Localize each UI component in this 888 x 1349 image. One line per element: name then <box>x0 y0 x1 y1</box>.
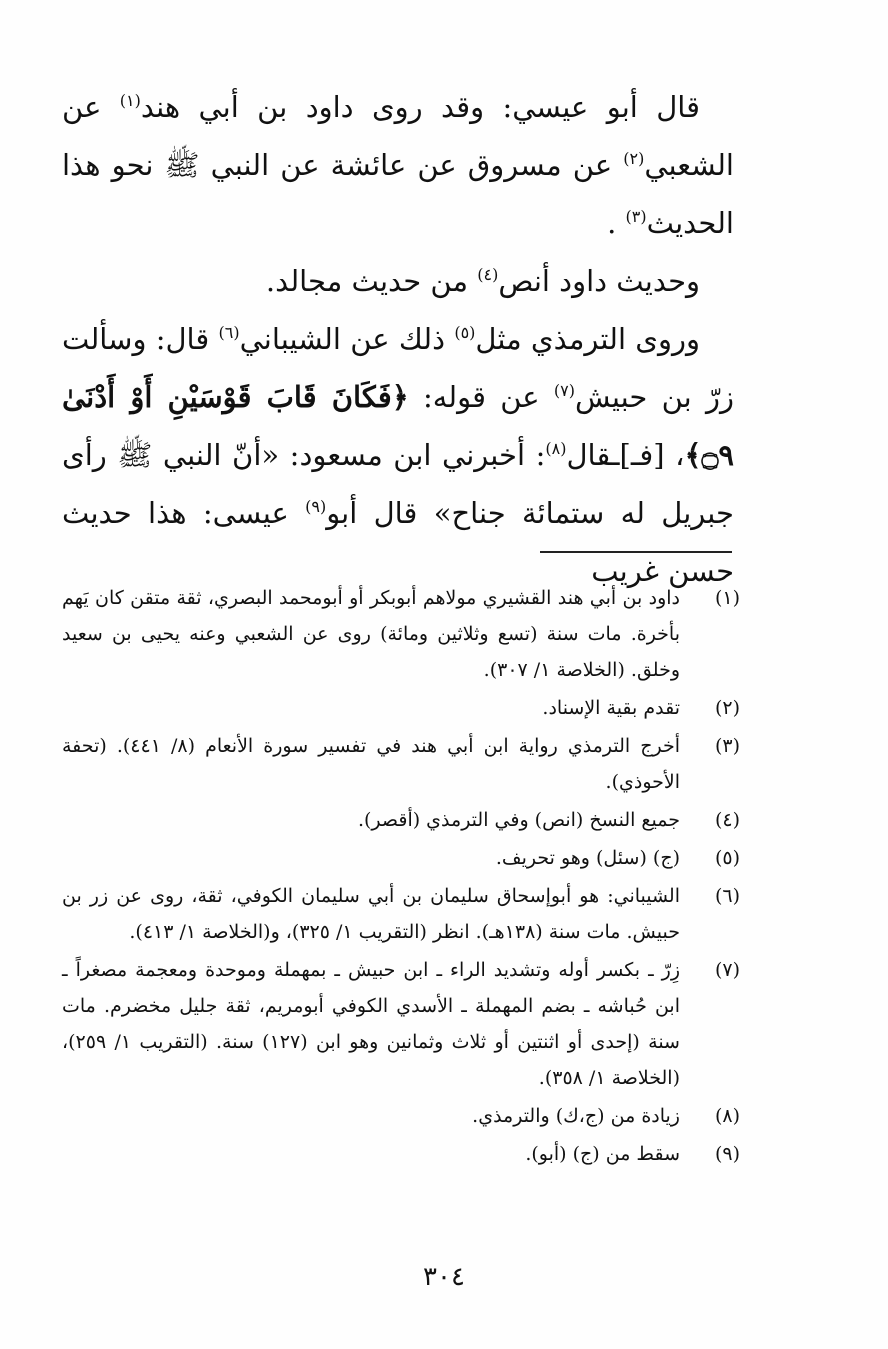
footnote-ref-7[interactable]: (٧) <box>553 381 575 400</box>
text-run: قال أبو عيسي: وقد روى داود بن أبي هند <box>140 90 700 124</box>
footnote-ref-4[interactable]: (٤) <box>477 265 499 284</box>
footnote-number: (٩) <box>714 1143 740 1165</box>
footnote-1 <box>62 580 740 688</box>
footnote-3 <box>62 728 740 800</box>
footnote-number: (٦) <box>714 885 740 907</box>
text-run: عن قوله: <box>408 380 554 414</box>
footnote-ref-9[interactable]: (٩) <box>305 497 327 516</box>
footnote-text: الشيباني: هو أبوإسحاق سليمان بن أبي سليمان الكوفي، ثقة، روى عن زر بن حبيش. مات سنة (١٣٨هـ). انظر (التقريب ١/ ٣٢٥)، و(الخلاصة ١/ ٤١٣). <box>62 885 680 943</box>
footnote-number: (٤) <box>714 809 740 831</box>
text-run: من حديث مجالد. <box>265 264 478 298</box>
text-run: قال: وسألت زرّ بن حبيش <box>62 322 734 414</box>
footnote-ref-1[interactable]: (١) <box>119 91 141 110</box>
text-run: عن الشعبي <box>62 90 734 182</box>
footnote-number: (١) <box>714 587 740 609</box>
text-run: عن مسروق عن عائشة عن النبي ﷺ نحو هذا الحديث <box>62 148 734 240</box>
footnote-separator <box>540 551 732 553</box>
text-run: ذلك عن الشيباني <box>239 322 455 356</box>
footnote-number: (٥) <box>714 847 740 869</box>
footnote-6 <box>62 878 740 950</box>
footnote-7 <box>62 952 740 1096</box>
quran-verse: ﴿فَكَانَ قَابَ قَوْسَيْنِ أَوْ أَدْنَىٰ ۝٩﴾ <box>62 380 735 472</box>
footnote-ref-5[interactable]: (٥) <box>454 323 476 342</box>
footnote-text: جميع النسخ (انص) وفي الترمذي (أقصر). <box>357 809 680 831</box>
footnote-5 <box>62 840 740 876</box>
text-run: . <box>607 206 626 240</box>
paragraph-3 <box>62 310 734 600</box>
footnote-2 <box>62 690 740 726</box>
paragraph-2 <box>62 252 734 310</box>
main-text <box>62 78 734 600</box>
footnote-text: سقط من (ج) (أبو). <box>525 1143 680 1165</box>
footnote-text: زِرّ ـ بكسر أوله وتشديد الراء ـ ابن حبيش ـ بمهملة وموحدة ومعجمة مصغراً ـ ابن حُباشه ـ بضم المهملة ـ الأسدي الكوفي أبومريم، ثقة جليل مخضرم. مات سنة (إحدى أو اثنتين أو ثلاث وثمانين وهو ابن (١٢٧) سنة. (التقريب ١/ ٢٥٩)، (الخلاصة ١/ ٣٥٨). <box>62 959 680 1089</box>
page-number: ٣٠٤ <box>423 1262 465 1292</box>
footnote-text: (ج) (سئل) وهو تحريف. <box>495 847 680 869</box>
footnote-9 <box>62 1136 740 1172</box>
footnote-number: (٨) <box>714 1105 740 1127</box>
footnote-number: (٢) <box>714 697 740 719</box>
text-run: ، [فـ]ـقال <box>566 438 685 472</box>
footnote-number: (٣) <box>714 735 740 757</box>
text-run: وحديث داود أنص <box>498 264 700 298</box>
footnote-ref-6[interactable]: (٦) <box>218 323 240 342</box>
footnote-text: تقدم بقية الإسناد. <box>542 697 680 719</box>
footnote-number: (٧) <box>714 959 740 981</box>
footnote-ref-2[interactable]: (٢) <box>623 149 645 168</box>
text-run: وروى الترمذي مثل <box>475 322 700 356</box>
footnote-4 <box>62 802 740 838</box>
footnote-text: أخرج الترمذي رواية ابن أبي هند في تفسير سورة الأنعام (٨/ ٤٤١). (تحفة الأحوذي). <box>62 735 680 793</box>
footnote-8 <box>62 1098 740 1134</box>
footnote-ref-3[interactable]: (٣) <box>625 207 647 226</box>
footnotes <box>62 580 740 1174</box>
text-run: : أخبرني ابن مسعود: «أنّ النبي ﷺ رأى جبريل له ستمائة جناح» قال أبو <box>62 438 734 530</box>
footnote-ref-8[interactable]: (٨) <box>545 439 567 458</box>
footnote-text: زيادة من (ج،ك) والترمذي. <box>472 1105 680 1127</box>
text-run: عيسى: هذا حديث حسن غريب <box>62 496 734 588</box>
footnote-text: داود بن أبي هند القشيري مولاهم أبوبكر أو أبومحمد البصري، ثقة متقن كان يَهم بأخرة. مات سنة (تسع وثلاثين ومائة) روى عن الشعبي وعنه يحيى بن سعيد وخلق. (الخلاصة ١/ ٣٠٧). <box>62 587 680 681</box>
paragraph-1 <box>62 78 734 252</box>
